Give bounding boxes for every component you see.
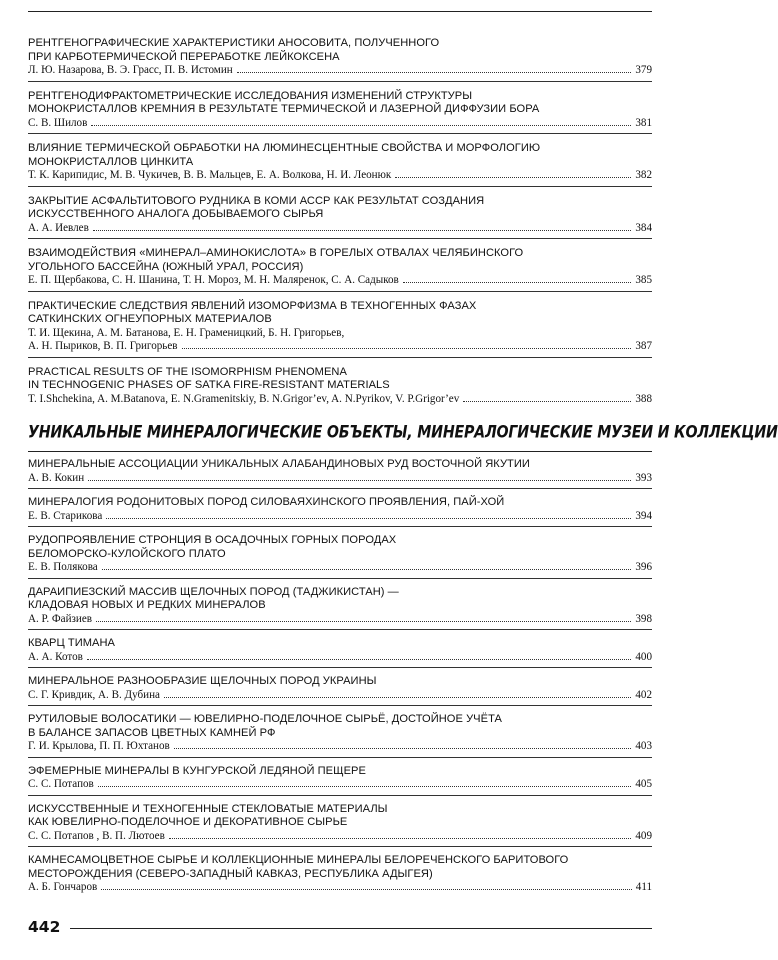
entry-authors: С. С. Потапов	[28, 778, 94, 790]
toc-entry	[28, 854, 652, 898]
entry-title-line: РЕНТГЕНОДИФРАКТОМЕТРИЧЕСКИЕ ИССЛЕДОВАНИЯ ИЗМЕНЕНИЙ СТРУКТУРЫ	[28, 89, 473, 102]
entry-authors-line	[28, 222, 652, 236]
entry-title-line: ЭФЕМЕРНЫЕ МИНЕРАЛЫ В КУНГУРСКОЙ ЛЕДЯНОЙ ПЕЩЕРЕ	[28, 764, 366, 777]
toc-entry	[28, 300, 652, 358]
dot-leader	[169, 830, 632, 839]
dot-leader	[106, 510, 631, 519]
entry-authors: А. Н. Пыриков, В. П. Григорьев	[28, 340, 178, 352]
entry-title-line: ДАРАИПИЕЗСКИЙ МАССИВ ЩЕЛОЧНЫХ ПОРОД (ТАДЖИКИСТАН) —	[28, 585, 399, 598]
entry-page-number: 398	[635, 612, 652, 625]
toc-section-2	[28, 458, 652, 905]
entry-authors: Е. В. Старикова	[28, 509, 103, 522]
toc-entry	[28, 142, 652, 187]
toc-entry	[28, 90, 652, 135]
dot-leader	[91, 117, 631, 126]
entry-authors-line	[28, 510, 652, 524]
toc-entry	[28, 586, 652, 631]
dot-leader	[237, 64, 632, 73]
entry-page-number: 379	[635, 64, 652, 76]
entry-authors-line	[28, 64, 652, 78]
entry-page-number: 381	[635, 116, 652, 129]
page-number: 442	[28, 918, 61, 936]
entry-page-number: 411	[635, 881, 652, 893]
entry-authors-line	[28, 651, 652, 665]
toc-entry	[28, 675, 652, 706]
entry-title-line: БЕЛОМОРСКО-КУЛОЙСКОГО ПЛАТО	[28, 547, 226, 560]
entry-authors: А. Б. Гончаров	[28, 881, 98, 893]
entry-title-line: КАМНЕСАМОЦВЕТНОЕ СЫРЬЕ И КОЛЛЕКЦИОННЫЕ МИНЕРАЛЫ БЕЛОРЕЧЕНСКОГО БАРИТОВОГО	[28, 854, 569, 866]
dot-leader	[395, 169, 631, 178]
entry-title-line: ИСКУССТВЕННОГО АНАЛОГА ДОБЫВАЕМОГО СЫРЬЯ	[28, 208, 324, 220]
toc-entry	[28, 713, 652, 758]
dot-leader	[403, 274, 632, 283]
toc-entry	[28, 195, 652, 240]
entry-authors-line	[28, 340, 652, 354]
entry-authors: Т. К. Карипидис, М. В. Чукичев, В. В. Мальцев, Е. А. Волкова, Н. И. Леонюк	[28, 169, 392, 181]
entry-title-line: ИСКУССТВЕННЫЕ И ТЕХНОГЕННЫЕ СТЕКЛОВАТЫЕ МАТЕРИАЛЫ	[28, 802, 388, 815]
entry-authors-line	[28, 613, 652, 627]
entry-authors-line	[28, 740, 652, 754]
entry-authors: А. А. Котов	[28, 650, 83, 663]
entry-authors-line	[28, 689, 652, 703]
toc-entry	[28, 803, 652, 848]
section-heading: УНИКАЛЬНЫЕ МИНЕРАЛОГИЧЕСКИЕ ОБЪЕКТЫ, МИНЕРАЛОГИЧЕСКИЕ МУЗЕИ И КОЛЛЕКЦИИ	[28, 423, 778, 443]
entry-page-number: 405	[635, 778, 652, 790]
entry-authors: А. А. Иевлев	[28, 221, 89, 234]
dot-leader	[98, 778, 632, 787]
toc-section-1	[28, 37, 652, 417]
dot-leader	[182, 340, 632, 349]
dot-leader	[101, 881, 632, 890]
top-rule	[28, 11, 652, 12]
entry-title-line: РУТИЛОВЫЕ ВОЛОСАТИКИ — ЮВЕЛИРНО-ПОДЕЛОЧНОЕ СЫРЬЁ, ДОСТОЙНОЕ УЧЁТА	[28, 713, 502, 725]
entry-authors-line	[28, 830, 652, 844]
entry-title-line: МИНЕРАЛЬНЫЕ АССОЦИАЦИИ УНИКАЛЬНЫХ АЛАБАНДИНОВЫХ РУД ВОСТОЧНОЙ ЯКУТИИ	[28, 458, 530, 470]
dot-leader	[93, 222, 632, 231]
entry-authors: С. В. Шилов	[28, 116, 88, 129]
entry-authors: А. Р. Файзиев	[28, 612, 92, 625]
entry-authors-line	[28, 561, 652, 575]
dot-leader	[463, 393, 631, 402]
entry-authors: Е. В. Полякова	[28, 561, 98, 573]
dot-leader	[102, 561, 632, 570]
entry-page-number: 402	[635, 688, 652, 701]
dot-leader	[96, 613, 631, 622]
entry-title-line: МИНЕРАЛЬНОЕ РАЗНООБРАЗИЕ ЩЕЛОЧНЫХ ПОРОД УКРАИНЫ	[28, 675, 377, 687]
dot-leader	[174, 740, 632, 749]
entry-authors-line	[28, 881, 652, 895]
section-rule	[28, 451, 652, 452]
dot-leader	[88, 472, 631, 481]
entry-title-line: ВЗАИМОДЕЙСТВИЯ «МИНЕРАЛ–АМИНОКИСЛОТА» В ГОРЕЛЫХ ОТВАЛАХ ЧЕЛЯБИНСКОГО	[28, 247, 524, 259]
toc-entry	[28, 247, 652, 292]
entry-authors: Л. Ю. Назарова, В. Э. Грасс, П. В. Истомин	[28, 64, 233, 76]
toc-entry	[28, 534, 652, 579]
entry-page-number: 403	[635, 740, 652, 752]
entry-title-line: ПРИ КАРБОТЕРМИЧЕСКОЙ ПЕРЕРАБОТКЕ ЛЕЙКОКСЕНА	[28, 50, 340, 63]
entry-title-line: МИНЕРАЛОГИЯ РОДОНИТОВЫХ ПОРОД СИЛОВАЯХИНСКОГО ПРОЯВЛЕНИЯ, ПАЙ-ХОЙ	[28, 496, 505, 508]
entry-authors-line	[28, 778, 652, 792]
footer-rule	[70, 928, 652, 929]
entry-title-line: КЛАДОВАЯ НОВЫХ И РЕДКИХ МИНЕРАЛОВ	[28, 599, 266, 611]
entry-authors: С. Г. Кривдик, А. В. Дубина	[28, 688, 160, 701]
entry-authors-line	[28, 117, 652, 131]
entry-title-line: ЗАКРЫТИЕ АСФАЛЬТИТОВОГО РУДНИКА В КОМИ АССР КАК РЕЗУЛЬТАТ СОЗДАНИЯ	[28, 194, 485, 207]
entry-title-line: В БАЛАНСЕ ЗАПАСОВ ЦВЕТНЫХ КАМНЕЙ РФ	[28, 726, 276, 739]
entry-title-line: КАК ЮВЕЛИРНО-ПОДЕЛОЧНОЕ И ДЕКОРАТИВНОЕ СЫРЬЕ	[28, 816, 348, 828]
entry-authors-line	[28, 169, 652, 183]
entry-authors: А. В. Кокин	[28, 471, 85, 484]
entry-page-number: 382	[635, 169, 652, 181]
entry-title-line: УГОЛЬНОГО БАССЕЙНА (ЮЖНЫЙ УРАЛ, РОССИЯ)	[28, 260, 304, 273]
entry-page-number: 388	[635, 392, 652, 405]
toc-entry	[28, 458, 652, 489]
toc-entry	[28, 496, 652, 527]
toc-entry	[28, 765, 652, 796]
entry-authors-line	[28, 393, 652, 407]
entry-title-line: МОНОКРИСТАЛЛОВ КРЕМНИЯ В РЕЗУЛЬТАТЕ ТЕРМИЧЕСКОЙ И ЛАЗЕРНОЙ ДИФФУЗИИ БОРА	[28, 103, 540, 115]
entry-authors-line-continued	[28, 327, 652, 341]
entry-title-line: КВАРЦ ТИМАНА	[28, 637, 115, 649]
entry-authors: Т. И. Щекина, А. М. Батанова, Е. Н. Граменицкий, Б. Н. Григорьев,	[28, 326, 345, 339]
toc-entry	[28, 366, 652, 410]
entry-title-line: САТКИНСКИХ ОГНЕУПОРНЫХ МАТЕРИАЛОВ	[28, 313, 272, 325]
toc-entry	[28, 637, 652, 668]
entry-title-line: РУДОПРОЯВЛЕНИЕ СТРОНЦИЯ В ОСАДОЧНЫХ ГОРНЫХ ПОРОДАХ	[28, 534, 397, 546]
entry-authors: С. С. Потапов , В. П. Лютоев	[28, 829, 165, 842]
entry-page-number: 385	[635, 274, 652, 286]
entry-title-line: РЕНТГЕНОГРАФИЧЕСКИЕ ХАРАКТЕРИСТИКИ АНОСОВИТА, ПОЛУЧЕННОГО	[28, 37, 440, 49]
entry-title-line: ВЛИЯНИЕ ТЕРМИЧЕСКОЙ ОБРАБОТКИ НА ЛЮМИНЕСЦЕНТНЫЕ СВОЙСТВА И МОРФОЛОГИЮ	[28, 142, 541, 154]
entry-title-line: МОНОКРИСТАЛЛОВ ЦИНКИТА	[28, 155, 194, 168]
entry-page-number: 393	[635, 471, 652, 484]
entry-page-number: 394	[635, 509, 652, 522]
entry-title-line: PRACTICAL RESULTS OF THE ISOMORPHISM PHENOMENA	[28, 365, 347, 378]
entry-authors: Г. И. Крылова, П. П. Юхтанов	[28, 740, 170, 752]
entry-page-number: 384	[635, 221, 652, 234]
dot-leader	[164, 689, 631, 698]
entry-page-number: 409	[635, 829, 652, 842]
entry-authors-line	[28, 274, 652, 288]
entry-authors-line	[28, 472, 652, 486]
entry-page-number: 396	[635, 561, 652, 573]
entry-authors: T. I.Shchekina, A. M.Batanova, E. N.Gramenitskiy, B. N.Grigor’ev, A. N.Pyrikov, V. P.Grigor’ev	[28, 392, 460, 405]
entry-authors: Е. П. Щербакова, С. Н. Шанина, Т. Н. Мороз, М. Н. Маляренок, С. А. Садыков	[28, 274, 399, 286]
entry-page-number: 387	[635, 340, 652, 352]
entry-title-line: IN TECHNOGENIC PHASES OF SATKA FIRE-RESISTANT MATERIALS	[28, 379, 390, 391]
dot-leader	[87, 651, 632, 660]
toc-entry	[28, 37, 652, 82]
entry-page-number: 400	[635, 650, 652, 663]
entry-title-line: МЕСТОРОЖДЕНИЯ (СЕВЕРО-ЗАПАДНЫЙ КАВКАЗ, РЕСПУБЛИКА АДЫГЕЯ)	[28, 867, 433, 880]
entry-title-line: ПРАКТИЧЕСКИЕ СЛЕДСТВИЯ ЯВЛЕНИЙ ИЗОМОРФИЗМА В ТЕХНОГЕННЫХ ФАЗАХ	[28, 299, 477, 312]
